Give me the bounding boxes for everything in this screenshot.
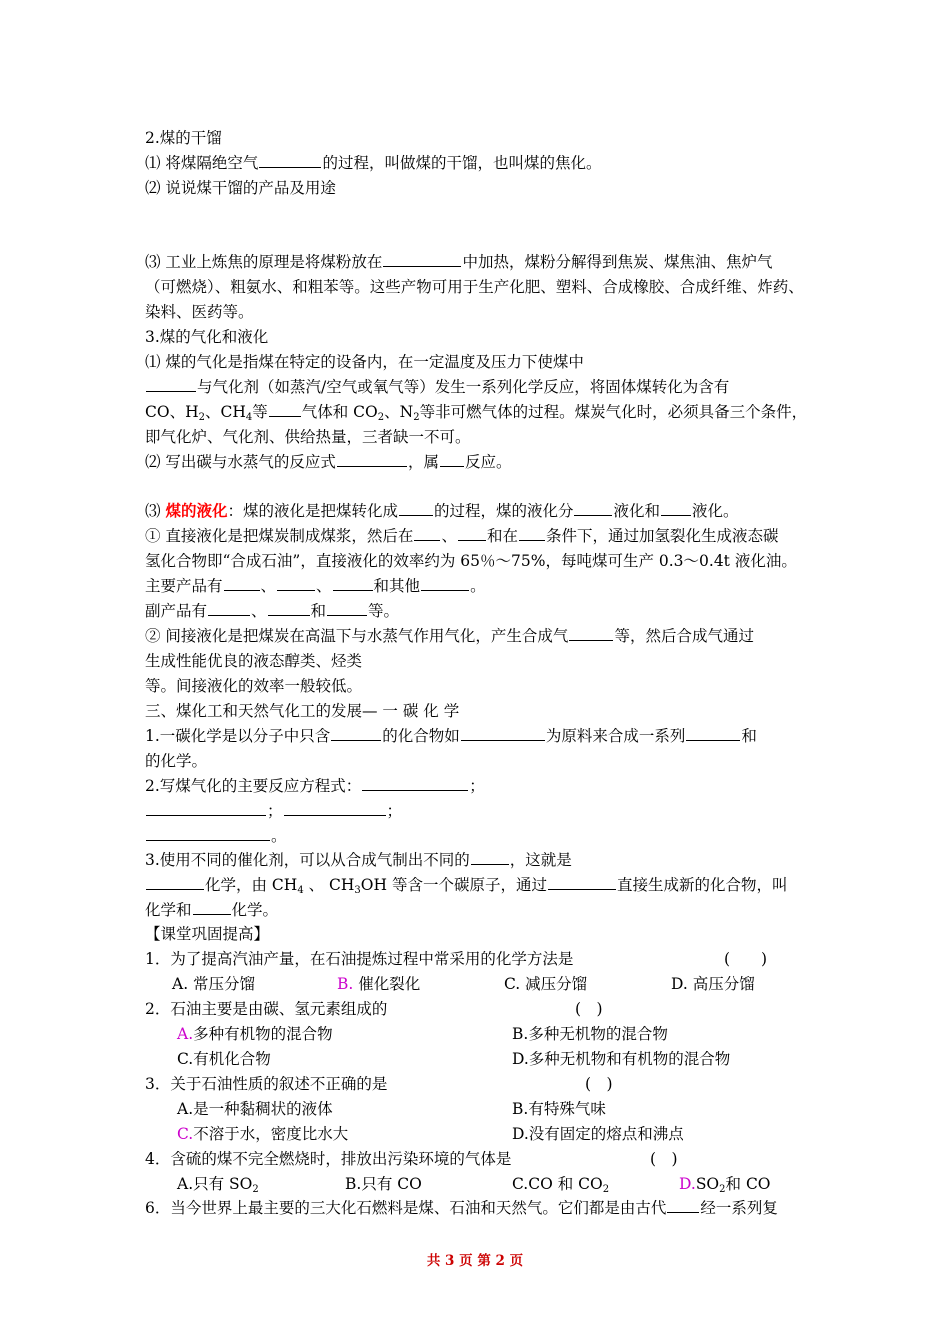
option-a [177,1174,259,1194]
option-a: A.是一种黏稠状的液体 [177,1100,333,1118]
blank [146,801,266,816]
option-b: B.多种无机物的混合物 [512,1025,668,1043]
subscript: 2 [198,412,205,423]
text: 、 [260,577,277,595]
text: ； [469,777,485,795]
subscript: 2 [719,1184,726,1195]
blank [337,452,407,467]
line [145,801,402,821]
blank [327,601,367,616]
text: ① 直接液化是把煤炭制成煤浆，然后在 [145,527,414,545]
text: ⑴ 将煤隔绝空气 [145,154,259,172]
text: 6．当今世界上最主要的三大化石燃料是煤、石油和天然气。它们都是由古代 [145,1199,667,1217]
line [145,726,757,746]
blank [574,501,612,516]
question-2: 2．石油主要是由碳、氢元素组成的 [145,1000,388,1018]
text: 为原料来合成一系列 [545,727,686,745]
text: 等。 [368,602,400,620]
text: 不溶于水，密度比水大 [193,1125,349,1143]
text: 副产品有 [145,602,208,620]
text: 、CH [204,403,246,421]
question-1: 1．为了提高汽油产量，在石油提炼过程中常采用的化学方法是 [145,950,574,968]
text: 多种有机物的混合物 [193,1025,333,1043]
blank [259,153,321,168]
blank [383,252,461,267]
blank [686,726,740,741]
line [145,402,807,422]
blank [569,626,613,641]
text: ； [386,802,403,820]
option-b [337,974,420,994]
line [145,576,486,596]
option-c: C. 减压分馏 [504,975,588,993]
blank [471,850,509,865]
line [145,377,729,397]
option-d: D.没有固定的熔点和沸点 [512,1125,684,1143]
text: ⑶ 工业上炼焦的原理是将煤粉放在 [145,253,383,271]
text: OH 等含一个碳原子，通过 [360,876,547,894]
text: 等非可燃气体的过程。煤炭气化时，必须具备三个条件， [419,403,808,421]
blank [208,601,250,616]
option-b: B.有特殊气味 [512,1100,606,1118]
text: A.只有 SO [177,1175,253,1193]
option-a [177,1024,333,1044]
blank [421,576,469,591]
subscript: 3 [354,885,361,896]
text: ⑶ [145,502,166,520]
option-d: D. 高压分馏 [671,975,755,993]
text: 化学和 [145,901,192,919]
option-c [512,1174,609,1194]
blank [519,526,545,541]
line [145,153,601,173]
subscript: 2 [413,412,420,423]
text: 反应。 [464,453,512,471]
line [145,826,287,846]
text: 、N [384,403,414,421]
answer-bracket: ( ) [575,1000,603,1018]
blank [268,601,310,616]
blank [146,377,196,392]
text: 、 [316,577,332,595]
option-a: A. 常压分馏 [172,975,256,993]
text: 、 [441,527,457,545]
subscript: 2 [377,412,385,423]
line [145,875,787,895]
text: 的化合物如 [382,727,460,745]
text: 的过程，煤的液化分 [433,502,574,520]
text: 的过程，叫做煤的干馏，也叫煤的焦化。 [322,154,602,172]
text: ：煤的液化是把煤转化成 [227,502,398,520]
answer-bracket: ( ) [724,950,768,968]
text: 化学。 [231,901,279,919]
section-title-gasification: 3.煤的气化和液化 [145,328,269,346]
option-letter: C. [177,1125,194,1143]
line: 即气化炉、气化剂、供给热量，三者缺一不可。 [145,428,471,446]
text: ，这就是 [509,851,572,869]
text: SO [695,1175,720,1193]
blank [458,526,486,541]
blank [667,1198,699,1213]
option-letter: A. [177,1025,194,1043]
text: 。 [271,827,287,845]
blank [440,452,464,467]
page-footer: 共 3 页 第 2 页 [426,1253,524,1269]
text: 和 [741,727,757,745]
line: 氢化合物即“合成石油”，直接液化的效率约为 65％～75%，每吨煤可生产 0.3～0.4t 液化油。 [145,552,797,570]
text: 和 [310,602,327,620]
answer-bracket: ( ) [585,1075,613,1093]
option-d: D.多种无机物和有机物的混合物 [512,1050,731,1068]
line [145,776,485,796]
text: 条件下，通过加氢裂化生成液态碳 [545,527,779,545]
text: 液化。 [692,502,739,520]
blank [461,726,545,741]
line: 生成性能优良的液态醇类、烃类 [145,652,363,670]
text: 主要产品有 [145,577,223,595]
blank [193,900,231,915]
text: 、 [251,602,267,620]
text: ⑵ 写出碳与水蒸气的反应式 [145,453,336,471]
option-letter: D. [679,1175,696,1193]
blank [414,526,440,541]
highlight-term: 煤的液化 [165,501,228,520]
text: 、 CH [303,876,355,894]
option-c: C.有机化合物 [177,1050,271,1068]
line [145,900,278,920]
blank [146,875,204,890]
subscript: 4 [297,885,304,896]
answer-bracket: ( ) [650,1150,678,1168]
text: 气体和 CO [301,403,378,421]
text: 直接生成新的化合物，叫 [616,876,788,894]
text: ，属 [407,453,439,471]
practice-heading: 【课堂巩固提高】 [145,925,270,943]
subscript: 2 [602,1184,610,1195]
text: 3.使用不同的催化剂，可以从合成气制出不同的 [145,851,470,869]
blank [331,726,381,741]
blank [224,576,260,591]
line: （可燃烧）、粗氨水、和粗苯等。这些产物可用于生产化肥、塑料、合成橡胶、合成纤维、炸药、 [145,278,804,296]
text: 化学，由 CH [205,876,298,894]
section-title-coal-distillation: 2.煤的干馏 [145,129,222,147]
text: 和其他 [373,577,421,595]
text: 。 [470,577,486,595]
line [145,501,739,521]
text: ② 间接液化是把煤炭在高温下与水蒸气作用气化，产生合成气 [145,627,569,645]
question-3: 3．关于石油性质的叙述不正确的是 [145,1075,388,1093]
line [145,526,778,546]
question-6 [145,1198,778,1218]
text: 1.一碳化学是以分子中只含 [145,727,331,745]
text: 2.写煤气化的主要反应方程式： [145,777,362,795]
text: 等，然后合成气通过 [614,627,754,645]
blank [284,801,386,816]
option-d [679,1174,771,1194]
text: ； [267,802,283,820]
text: 与气化剂（如蒸汽/空气或氧气等）发生一系列化学反应，将固体煤转化为含有 [197,378,730,396]
option-letter: B. [337,975,354,993]
text: 经一系列复 [700,1199,778,1217]
option-c [177,1124,348,1144]
line: ⑴ 煤的气化是指煤在特定的设备内，在一定温度及压力下使煤中 [145,353,584,371]
line [145,452,511,472]
blank [277,576,315,591]
blank [146,826,270,841]
text: 催化裂化 [353,975,421,993]
blank [333,576,373,591]
subscript: 4 [245,412,253,423]
blank [661,501,691,516]
blank [548,875,616,890]
text: CO、H [145,403,199,421]
question-4: 4．含硫的煤不完全燃烧时，排放出污染环境的气体是 [145,1150,512,1168]
text: 和在 [486,527,518,545]
text: 液化和 [613,502,660,520]
text: 等 [252,403,268,421]
blank [269,402,301,417]
line [145,252,772,272]
line: 的化学。 [145,752,208,770]
line [145,850,572,870]
option-b: B.只有 CO [345,1175,422,1193]
text: 和 CO [725,1175,771,1193]
line: ⑵ 说说煤干馏的产品及用途 [145,179,336,197]
text: C.CO 和 CO [512,1175,603,1193]
subscript: 2 [252,1184,259,1195]
text: 中加热，煤粉分解得到焦炭、煤焦油、焦炉气 [462,253,773,271]
blank [362,776,468,791]
section-title-c1-chemistry: 三、煤化工和天然气化工的发展— 一 碳 化 学 [145,702,460,720]
line [145,626,754,646]
line: 染料、医药等。 [145,303,254,321]
line [145,601,399,621]
blank [399,501,433,516]
line: 等。间接液化的效率一般较低。 [145,677,363,695]
